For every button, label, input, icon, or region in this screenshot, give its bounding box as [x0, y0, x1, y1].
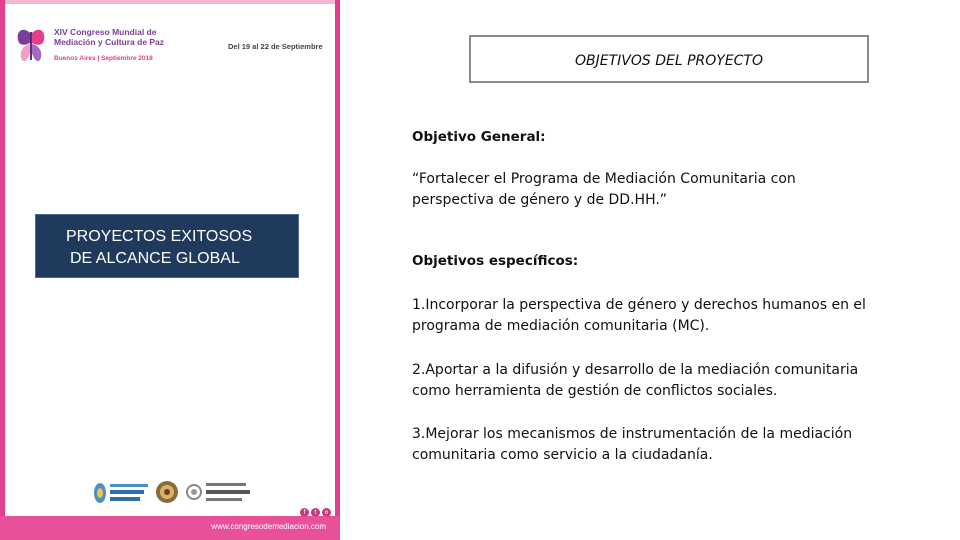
brand-panel — [0, 0, 340, 540]
instituto-mediacion-mexico-logo-icon — [186, 478, 252, 508]
congress-location: Buenos Aires | Septiembre 2018 — [54, 55, 153, 62]
slide-title: OBJETIVOS DEL PROYECTO — [574, 53, 764, 69]
general-objective-heading: Objetivo General: — [412, 129, 546, 145]
website-link[interactable]: www.congresodemediacion.com — [211, 522, 326, 531]
badge-line-1: PROYECTOS EXITOSOS — [66, 228, 253, 245]
footer-bar — [0, 516, 340, 540]
facebook-icon[interactable]: f — [300, 508, 309, 517]
badge-line-2: DE ALCANCE GLOBAL — [70, 250, 240, 267]
specific-objective-1: 1.Incorporar la perspectiva de género y derechos humanos en el programa de mediación comunitaria (MC). — [412, 297, 866, 334]
instagram-icon[interactable]: o — [322, 508, 331, 517]
slide-title-box — [469, 35, 869, 83]
category-badge — [35, 214, 299, 278]
butterfly-logo-icon — [14, 26, 48, 66]
panel-right-border — [335, 0, 340, 540]
congress-dates: Del 19 al 22 de Septiembre — [228, 42, 323, 51]
specific-objective-2: 2.Aportar a la difusión y desarrollo de la mediación comunitaria como herramienta de gestión de conflictos sociales. — [412, 362, 859, 399]
argentina-presidency-logo-icon — [92, 478, 152, 508]
specific-objective-3: 3.Mejorar los mecanismos de instrumentación de la mediación comunitaria como servicio a la ciudadanía. — [412, 426, 853, 463]
specific-objectives-heading: Objetivos específicos: — [412, 253, 579, 269]
footer-logos — [92, 478, 262, 508]
seal-logo-icon — [154, 478, 180, 508]
panel-top-border — [0, 0, 340, 4]
twitter-icon[interactable]: t — [311, 508, 320, 517]
panel-left-border — [0, 0, 5, 540]
general-objective-text: “Fortalecer el Programa de Mediación Comunitaria con perspectiva de género y de DD.HH.” — [412, 171, 796, 208]
congress-title: XIV Congreso Mundial de Mediación y Cultura de Paz — [54, 27, 165, 47]
